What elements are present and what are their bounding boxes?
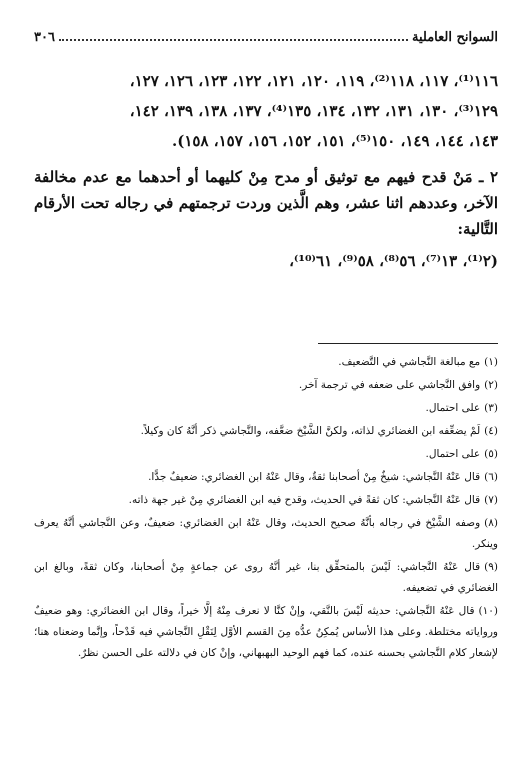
footnote-text: مع مبالغة النَّجاشي في التَّضعيف. [338,356,481,368]
footnote [34,375,498,396]
running-header [34,30,498,45]
footnote [34,513,498,555]
footnote-text: وافق النَّجاشي على ضعفه في ترجمة آخر. [298,379,481,391]
header-leader-dots [59,31,408,41]
footnote-number: (٨) [484,517,498,529]
footnote-text: وصفه الشَّيْخ في رجاله بأنَّهُ صحيح الحديث، وقال عَنْهُ ابن الغضائري: ضعيفٌ، وعن النَّجاشي أنَّهُ يعرف وينكر. [34,517,498,550]
footnote-divider [318,343,498,344]
footnote-number: (٩) [484,561,498,573]
footnote [34,352,498,373]
footnote-number: (٣) [484,402,498,414]
footnote [34,444,498,465]
running-title: السوانح العاملية [412,30,498,45]
footnote [34,557,498,599]
footnote-text: لَمْ يضعِّفه ابن الغضائري لذاته، ولكنَّ الشَّيْخ ضعَّفه، والنَّجاشي ذكر أنَّهُ كان وكيلاً. [140,425,481,437]
section-number-list: (٢⁽¹⁾، ١٣⁽⁷⁾، ٥٦⁽⁸⁾، ٥٨⁽⁹⁾، ٦١⁽¹⁰⁾، [289,252,498,270]
footnote-text: على احتمال. [425,448,481,460]
footnote-number: (٢) [484,379,498,391]
footnote-number: (٤) [484,425,498,437]
footnote [34,421,498,442]
number-list-block [34,66,498,156]
footnotes [34,352,498,666]
footnote-text: على احتمال. [425,402,481,414]
footnote-number: (٥) [484,448,498,460]
footnote-number: (٦) [484,471,498,483]
footnote-text: قال عَنْهُ النَّجاشي: شيخٌ مِنْ أصحابنا ثقةٌ، وقال عَنْهُ ابن الغضائري: ضعيفٌ جدًّا. [148,471,481,483]
footnote-number: (١٠) [478,605,498,617]
footnote [34,490,498,511]
number-line: ١٤٣، ١٤٤، ١٤٩، ١٥٠⁽⁵⁾، ١٥١، ١٥٢، ١٥٦، ١٥٧، ١٥٨). [172,132,498,150]
footnote [34,467,498,488]
footnote-text: قال عَنْهُ النَّجاشي: حديثه لَيْسَ بالنَّقي، وإنْ كنَّا لا نعرف مِنْهُ إلَّا خيراً، وقال ابن الغضائري: وهو ضعيفٌ ورواياته مختلطة. وعلى هذا الأساس يُمكِنُ عدُّه مِنَ القسم الأوَّل لِنَقْلِ النَّجاشي فيه قَدْحاً، وإنَّما وضعناه هنا؛ لإشعار كلام النَّجاشي بحسنه عنده، كما فهم الوحيد البهبهاني، وإنْ كان في دلالته على الحسن نظرٌ. [34,605,498,659]
footnote-number: (٧) [484,494,498,506]
number-line: ١٢٩⁽³⁾، ١٣٠، ١٣١، ١٣٢، ١٣٤، ١٣٥⁽⁴⁾، ١٣٧، ١٣٨، ١٣٩، ١٤٢، [129,102,498,120]
footnote-text: قال عَنْهُ النَّجاشي: كان ثقةً في الحديث، وقدح فيه ابن الغضائري مِنْ غير جهة ذاته. [128,494,481,506]
footnote-number: (١) [484,356,498,368]
footnote [34,601,498,664]
footnote [34,398,498,419]
section-paragraph: ٢ ـ مَنْ قدح فيهم مع توثيق أو مدح مِنْ كليهما أو أحدهما مع عدم مخالفة الآخر، وعددهم اثنا عشر، وهم الَّذين وردت ترجمتهم في رجاله تحت الأرقام التَّالية: [34,168,499,238]
number-line: ١١٦⁽¹⁾، ١١٧، ١١٨⁽²⁾، ١١٩، ١٢٠، ١٢١، ١٢٢، ١٢٣، ١٢٦، ١٢٧، [129,72,498,90]
page-number: ٣٠٦ [34,30,55,45]
footnote-text: قال عَنْهُ النَّجاشي: لَيْسَ بالمتحقِّق بنا، غير أنَّهُ روى عن جماعةٍ مِنْ أصحابنا، وكان ثقةً، وبالغ ابن الغضائري في تضعيفه. [34,561,498,594]
section-2 [34,164,498,274]
